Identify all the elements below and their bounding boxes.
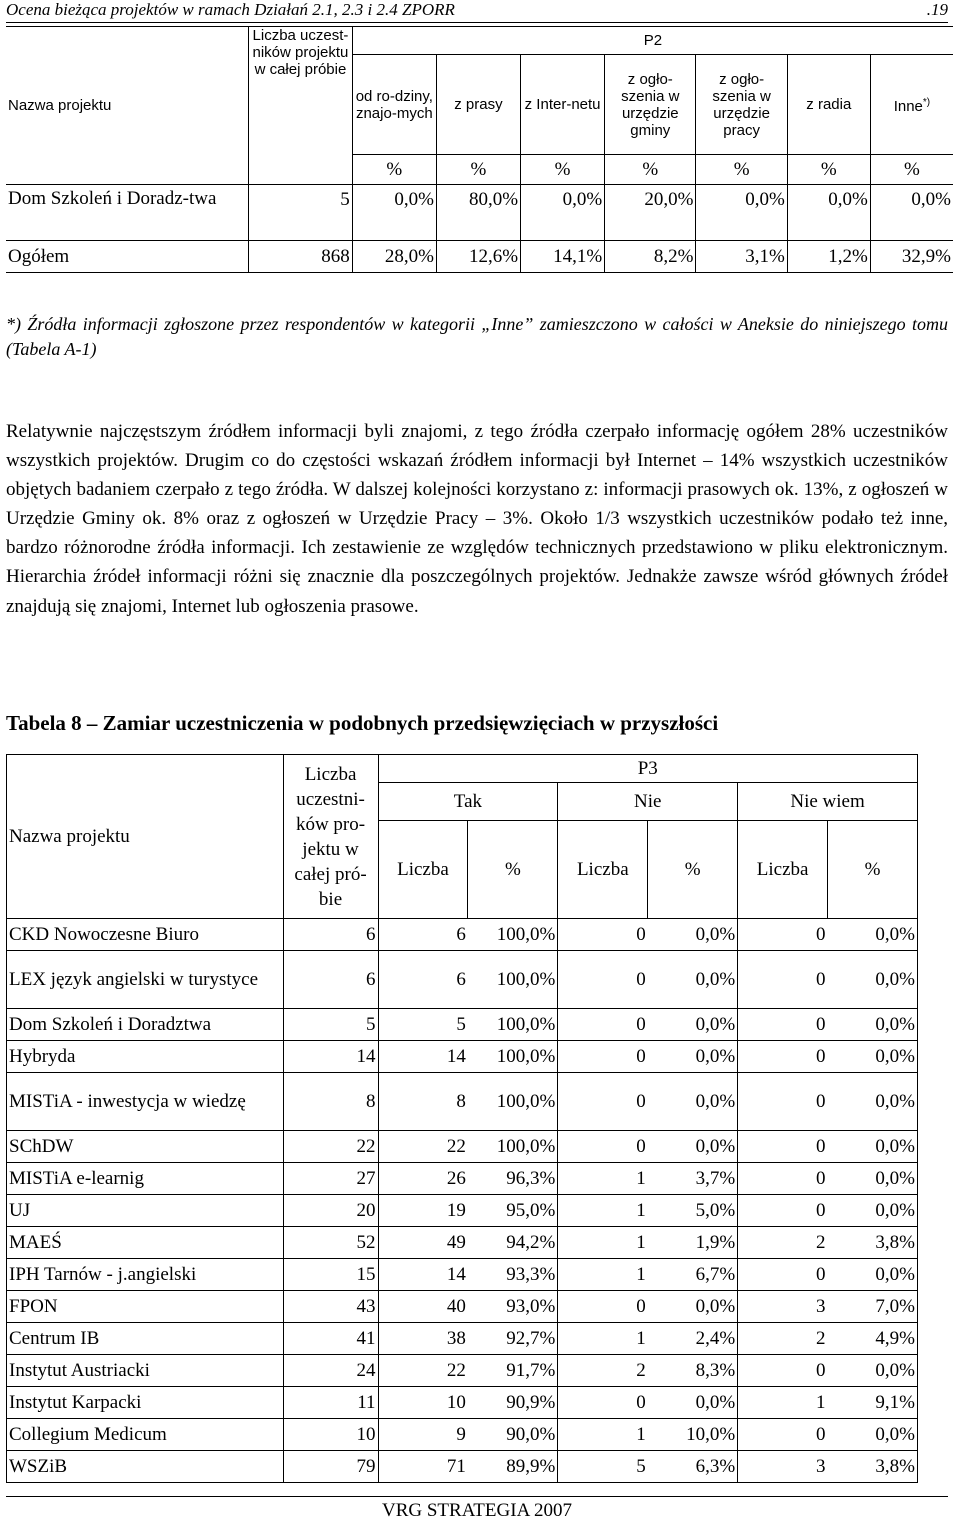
t2-dontknow-count: 0	[738, 951, 828, 1009]
t2-dontknow-pct: 0,0%	[828, 1259, 918, 1291]
t1-group-p2: P2	[352, 27, 953, 55]
t2-answer-dontknow: Nie wiem	[738, 783, 918, 821]
t2-row-name: Instytut Austriacki	[7, 1355, 284, 1387]
t2-group-p3: P3	[378, 755, 918, 783]
t2-row-name: FPON	[7, 1291, 284, 1323]
t2-row-count: 15	[283, 1259, 378, 1291]
t2-answer-no: Nie	[558, 783, 738, 821]
t2-yes-count: 14	[378, 1041, 468, 1073]
t2-row-name: IPH Tarnów - j.angielski	[7, 1259, 284, 1291]
t2-dontknow-count: 0	[738, 1259, 828, 1291]
t2-yes-count: 6	[378, 951, 468, 1009]
table-row	[7, 951, 918, 1009]
table-row	[7, 1195, 918, 1227]
t2-no-count: 0	[558, 1387, 648, 1419]
t2-yes-pct: 94,2%	[468, 1227, 558, 1259]
t2-row-count: 79	[283, 1451, 378, 1483]
t1-col-internet: z Inter-netu	[521, 55, 605, 155]
t2-yes-count: 38	[378, 1323, 468, 1355]
t2-yes-pct: 100,0%	[468, 919, 558, 951]
t1-header-name: Nazwa projektu	[6, 27, 249, 185]
t2-no-pct: 0,0%	[648, 1041, 738, 1073]
t1-row-name: Dom Szkoleń i Doradz-twa	[6, 185, 249, 241]
body-paragraph: Relatywnie najczęstszym źródłem informacji byli znajomi, z tego źródła czerpało informację ogółem 28% uczestników wszystkich projektów. Drugim co do częstości wskazań źródłem informacji był Internet – 14% wszystkich uczestników objętych badaniem czerpało z tego źródła. W dalszej kolejności korzystano z: informacji prasowych ok. 13%, z ogłoszeń w Urzędzie Gminy ok. 8% oraz z ogłoszeń w Urzędzie Pracy – 3%. Około 1/3 wszystkich uczestników podało też inne, bardzo różnorodne źródła informacji. Ich zestawienie ze względów technicznych przedstawiono w pliku elektronicznym. Hierarchia źródeł informacji różni się znacznie dla poszczególnych projektów. Jednakże zawsze wśród głównych źródeł znajdują się znajomi, Internet lub ogłoszenia prasowe.	[6, 421, 948, 617]
t1-row-count: 868	[249, 241, 353, 273]
t2-row-name: Collegium Medicum	[7, 1419, 284, 1451]
t2-no-count: 0	[558, 1073, 648, 1131]
t2-yes-pct: 89,9%	[468, 1451, 558, 1483]
table-row	[7, 1227, 918, 1259]
t2-dontknow-count: 0	[738, 1041, 828, 1073]
page-number: .19	[926, 0, 948, 19]
t2-no-pct: 1,9%	[648, 1227, 738, 1259]
t2-dontknow-count: 0	[738, 1419, 828, 1451]
t2-dontknow-count: 3	[738, 1291, 828, 1323]
t2-dontknow-count: 1	[738, 1387, 828, 1419]
t2-no-pct: 5,0%	[648, 1195, 738, 1227]
t2-row-count: 43	[283, 1291, 378, 1323]
t2-yes-count: 6	[378, 919, 468, 951]
t2-yes-pct: 93,0%	[468, 1291, 558, 1323]
t2-answer-yes: Tak	[378, 783, 558, 821]
t2-no-pct: 0,0%	[648, 1073, 738, 1131]
t2-row-count: 20	[283, 1195, 378, 1227]
t1-col-radio: z radia	[787, 55, 870, 155]
t2-no-count: 0	[558, 1041, 648, 1073]
t2-row-count: 24	[283, 1355, 378, 1387]
t1-header-count: Liczba uczest-ników projektu w całej próbie	[249, 27, 353, 185]
t2-dontknow-pct: 0,0%	[828, 1195, 918, 1227]
t2-yes-count: 19	[378, 1195, 468, 1227]
t2-no-pct: 10,0%	[648, 1419, 738, 1451]
t2-no-count: 0	[558, 919, 648, 951]
table-sources	[6, 26, 953, 273]
t2-row-name: MISTiA - inwestycja w wiedzę	[7, 1073, 284, 1131]
t1-cell: 80,0%	[436, 185, 520, 241]
footnote: *) Źródła informacji zgłoszone przez respondentów w kategorii „Inne” zamieszczono w całości w Aneksie do niniejszego tomu (Tabela A-1)	[6, 314, 948, 359]
table-row	[7, 1163, 918, 1195]
t2-no-pct: 0,0%	[648, 1009, 738, 1041]
t2-yes-count: 5	[378, 1009, 468, 1041]
t1-unit: %	[696, 155, 787, 185]
t2-dontknow-pct: 3,8%	[828, 1227, 918, 1259]
t2-dontknow-pct: 0,0%	[828, 951, 918, 1009]
t1-footnote-mark: *)	[922, 97, 931, 108]
t1-cell: 0,0%	[521, 185, 605, 241]
t2-yes-pct: 90,0%	[468, 1419, 558, 1451]
t1-cell: 8,2%	[605, 241, 696, 273]
table-row	[7, 1451, 918, 1483]
t1-unit: %	[521, 155, 605, 185]
t2-no-count: 1	[558, 1323, 648, 1355]
t2-row-count: 52	[283, 1227, 378, 1259]
t2-row-count: 11	[283, 1387, 378, 1419]
t2-body	[7, 919, 918, 1483]
table-row	[7, 1355, 918, 1387]
t2-no-count: 1	[558, 1195, 648, 1227]
t2-yes-count: 9	[378, 1419, 468, 1451]
t1-cell: 20,0%	[605, 185, 696, 241]
table-row	[7, 1387, 918, 1419]
t2-row-name: CKD Nowoczesne Biuro	[7, 919, 284, 951]
t2-dontknow-pct: 4,9%	[828, 1323, 918, 1355]
t2-no-pct: 0,0%	[648, 1131, 738, 1163]
t2-yes-count: 14	[378, 1259, 468, 1291]
t2-dontknow-pct: 0,0%	[828, 1163, 918, 1195]
table-row	[7, 1419, 918, 1451]
t1-row-count: 5	[249, 185, 353, 241]
t2-row-name: UJ	[7, 1195, 284, 1227]
table-row	[7, 1291, 918, 1323]
table-row	[7, 1323, 918, 1355]
t2-no-pct: 3,7%	[648, 1163, 738, 1195]
t2-row-count: 14	[283, 1041, 378, 1073]
t2-no-pct: 6,7%	[648, 1259, 738, 1291]
t2-no-count: 0	[558, 1009, 648, 1041]
t2-dontknow-count: 2	[738, 1323, 828, 1355]
table-row	[7, 919, 918, 951]
t2-no-count: 1	[558, 1163, 648, 1195]
t2-row-name: LEX język angielski w turystyce	[7, 951, 284, 1009]
table-row	[7, 1009, 918, 1041]
t2-header-count: Liczba uczestni-ków pro-jektu w całej pró-bie	[283, 755, 378, 919]
t2-no-pct: 0,0%	[648, 951, 738, 1009]
t1-cell: 32,9%	[870, 241, 953, 273]
table-row	[7, 1041, 918, 1073]
t2-dontknow-pct: 0,0%	[828, 1419, 918, 1451]
t2-yes-count: 8	[378, 1073, 468, 1131]
t2-dontknow-pct: 0,0%	[828, 919, 918, 951]
t1-cell: 0,0%	[787, 185, 870, 241]
t2-row-count: 10	[283, 1419, 378, 1451]
t2-yes-count: 10	[378, 1387, 468, 1419]
t2-yes-pct: 100,0%	[468, 1073, 558, 1131]
t2-header-name: Nazwa projektu	[7, 755, 284, 919]
table-row	[7, 1131, 918, 1163]
table-intention	[6, 754, 918, 1483]
t2-dontknow-pct: 0,0%	[828, 1355, 918, 1387]
t2-yes-count: 71	[378, 1451, 468, 1483]
t1-unit: %	[605, 155, 696, 185]
t2-yes-pct: 100,0%	[468, 1009, 558, 1041]
t2-yes-pct: 96,3%	[468, 1163, 558, 1195]
t2-row-name: WSZiB	[7, 1451, 284, 1483]
t2-yes-pct: 100,0%	[468, 1131, 558, 1163]
page-footer: VRG STRATEGIA 2007	[6, 1496, 948, 1522]
t2-row-count: 5	[283, 1009, 378, 1041]
t2-dontknow-pct: 0,0%	[828, 1041, 918, 1073]
t2-dontknow-pct: 0,0%	[828, 1009, 918, 1041]
table-row	[7, 1259, 918, 1291]
t2-no-pct: 0,0%	[648, 919, 738, 951]
t2-dontknow-count: 0	[738, 1009, 828, 1041]
t2-row-name: SChDW	[7, 1131, 284, 1163]
t2-yes-pct: 92,7%	[468, 1323, 558, 1355]
t2-yes-pct: 93,3%	[468, 1259, 558, 1291]
t2-no-pct: 8,3%	[648, 1355, 738, 1387]
t1-cell: 1,2%	[787, 241, 870, 273]
t2-yes-count: 26	[378, 1163, 468, 1195]
t2-dontknow-count: 0	[738, 1195, 828, 1227]
t2-yes-pct: 100,0%	[468, 951, 558, 1009]
t2-row-count: 22	[283, 1131, 378, 1163]
t2-row-count: 8	[283, 1073, 378, 1131]
t2-dontknow-pct: 0,0%	[828, 1073, 918, 1131]
t2-sub-pct: %	[828, 821, 918, 919]
t2-dontknow-pct: 0,0%	[828, 1131, 918, 1163]
page-header	[6, 0, 948, 23]
t1-cell: 0,0%	[870, 185, 953, 241]
t2-no-pct: 0,0%	[648, 1291, 738, 1323]
t2-yes-count: 40	[378, 1291, 468, 1323]
t2-no-count: 1	[558, 1259, 648, 1291]
t2-dontknow-count: 0	[738, 1355, 828, 1387]
t2-row-name: Hybryda	[7, 1041, 284, 1073]
t2-sub-pct: %	[468, 821, 558, 919]
t2-row-count: 6	[283, 919, 378, 951]
t2-no-count: 1	[558, 1227, 648, 1259]
t2-row-name: Dom Szkoleń i Doradztwa	[7, 1009, 284, 1041]
t2-dontknow-pct: 7,0%	[828, 1291, 918, 1323]
t2-no-pct: 6,3%	[648, 1451, 738, 1483]
t1-cell: 0,0%	[352, 185, 436, 241]
t2-yes-pct: 90,9%	[468, 1387, 558, 1419]
t1-col-other: Inne*)	[870, 55, 953, 155]
t2-no-count: 0	[558, 951, 648, 1009]
t2-dontknow-count: 3	[738, 1451, 828, 1483]
t2-no-count: 0	[558, 1291, 648, 1323]
t1-col-press: z prasy	[436, 55, 520, 155]
t2-row-count: 41	[283, 1323, 378, 1355]
t1-row-name: Ogółem	[6, 241, 249, 273]
t2-dontknow-pct: 3,8%	[828, 1451, 918, 1483]
t1-cell: 28,0%	[352, 241, 436, 273]
t1-cell: 14,1%	[521, 241, 605, 273]
t1-unit: %	[436, 155, 520, 185]
t2-yes-pct: 95,0%	[468, 1195, 558, 1227]
t2-row-count: 6	[283, 951, 378, 1009]
t1-cell: 12,6%	[436, 241, 520, 273]
t1-unit: %	[352, 155, 436, 185]
t2-no-pct: 2,4%	[648, 1323, 738, 1355]
t2-row-count: 27	[283, 1163, 378, 1195]
t2-dontknow-count: 2	[738, 1227, 828, 1259]
t2-row-name: MISTiA e-learnig	[7, 1163, 284, 1195]
t1-cell: 0,0%	[696, 185, 787, 241]
t2-no-count: 1	[558, 1419, 648, 1451]
t2-row-name: MAEŚ	[7, 1227, 284, 1259]
t2-sub-pct: %	[648, 821, 738, 919]
t2-dontknow-count: 0	[738, 1163, 828, 1195]
table-row	[6, 185, 953, 241]
t2-no-pct: 0,0%	[648, 1387, 738, 1419]
t2-yes-count: 49	[378, 1227, 468, 1259]
t2-row-name: Instytut Karpacki	[7, 1387, 284, 1419]
t1-cell: 3,1%	[696, 241, 787, 273]
t2-sub-count: Liczba	[738, 821, 828, 919]
t2-row-name: Centrum IB	[7, 1323, 284, 1355]
t2-yes-count: 22	[378, 1355, 468, 1387]
t2-dontknow-count: 0	[738, 1073, 828, 1131]
t1-col-family: od ro-dziny, znajo-mych	[352, 55, 436, 155]
t2-yes-pct: 100,0%	[468, 1041, 558, 1073]
t1-col-gmina: z ogło-szenia w urzędzie gminy	[605, 55, 696, 155]
t2-sub-count: Liczba	[558, 821, 648, 919]
t2-yes-pct: 91,7%	[468, 1355, 558, 1387]
header-title: Ocena bieżąca projektów w ramach Działań 2.1, 2.3 i 2.4 ZPORR	[6, 0, 455, 19]
table-title: Tabela 8 – Zamiar uczestniczenia w podobnych przedsięwzięciach w przyszłości	[6, 711, 719, 735]
t2-no-count: 0	[558, 1131, 648, 1163]
t2-no-count: 5	[558, 1451, 648, 1483]
t1-unit: %	[870, 155, 953, 185]
table-row	[6, 241, 953, 273]
t2-dontknow-count: 0	[738, 919, 828, 951]
t2-sub-count: Liczba	[378, 821, 468, 919]
t2-yes-count: 22	[378, 1131, 468, 1163]
table-row	[7, 1073, 918, 1131]
t2-no-count: 2	[558, 1355, 648, 1387]
t2-dontknow-count: 0	[738, 1131, 828, 1163]
t1-col-urzad-pracy: z ogło-szenia w urzędzie pracy	[696, 55, 787, 155]
t1-unit: %	[787, 155, 870, 185]
t2-dontknow-pct: 9,1%	[828, 1387, 918, 1419]
